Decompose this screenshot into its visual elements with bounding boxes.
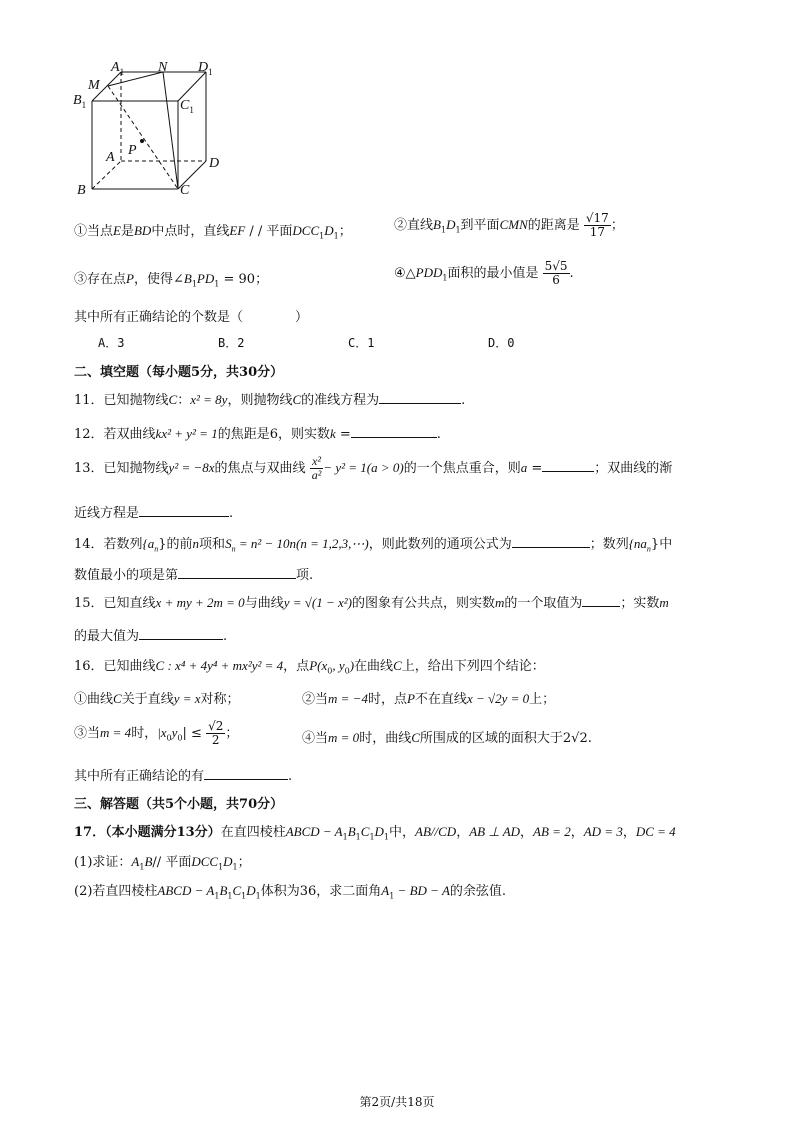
label-N: N: [158, 60, 168, 75]
q11: 11．已知抛物线C：x² = 8y，则抛物线C的准线方程为 .: [74, 392, 466, 408]
q10-statement-3: ③存在点P，使得$\angle B_1PD_1 = 90$；: [74, 271, 269, 289]
label-C: C: [180, 183, 190, 198]
section-2-heading: 二、填空题（每小题5分，共30分）: [74, 365, 284, 380]
page-footer: 第2页/共18页: [359, 1095, 435, 1109]
label-P: P: [128, 143, 137, 158]
label-A1: $A_1$: [111, 60, 125, 77]
q13-answer-blank-a: [542, 459, 594, 472]
q12: 12．若双曲线kx² + y² = 1的焦距是6，则实数k = .: [74, 426, 441, 442]
q14-answer-blank-formula: [512, 535, 590, 548]
q13-answer-blank-asymptote: [139, 504, 229, 517]
label-D: D: [209, 156, 220, 171]
q10-distance-fraction: $\frac{√17}{17}$: [585, 211, 609, 239]
q10-option-b: B．2: [218, 336, 245, 350]
q17-part-1: (1)求证：$A_1B//$ 平面$DCC_1D_1$；: [74, 854, 251, 872]
q16-statement-1: ①曲线C关于直线y = x对称；: [74, 691, 240, 707]
q10-option-c: C．1: [348, 336, 375, 350]
q15-line-1: 15．已知直线x + my + 2m = 0与曲线y = √(1 − x²)的图象有公共点，则实数m的一个取值为 ；实数m: [74, 595, 669, 611]
q15-answer-blank-max: [139, 627, 223, 640]
label-B: B: [77, 183, 86, 198]
q16-question: 其中所有正确结论的有 .: [74, 769, 293, 784]
q17-stem: 17．（本小题满分13分）在直四棱柱ABCD − $A_1B_1C_1D_1$中，AB//CD，AB ⊥ AD，AB = 2，AD = 3，DC = 4: [74, 824, 676, 842]
q13-hyperbola-fraction: $\frac{\text{x²}}{\text{a²}}$: [311, 454, 322, 482]
q15-answer-blank-value: [582, 594, 620, 607]
q10-statement-1: ①当点E是BD中点时，直线EF / / 平面$DCC_1D_1$；: [74, 223, 352, 241]
section-3-heading: 三、解答题（共5个小题，共70分）: [74, 797, 284, 812]
q16-statement-4: ④当m = 0时，曲线C所围成的区域的面积大于2√2.: [302, 730, 592, 746]
q10-option-a: A．3: [98, 336, 125, 350]
q10-statement-2: ②直线$B_1D_1$到平面CMN的距离是 $\frac{√17}{17}$ ；: [394, 211, 624, 239]
label-A: A: [106, 150, 115, 165]
q16-statement-2: ②当m = −4时，点P不在直线x − √2y = 0上；: [302, 691, 556, 707]
q10-area-fraction: $\frac{5√5}{6}$: [544, 259, 568, 287]
label-C1: $C_1$: [180, 98, 194, 115]
q13-line-1: 13．已知抛物线y² = −8x的焦点与双曲线 $\frac{\text{x²}}{\text{a²}}$ − y² = 1(a > 0)的一个焦点重合，则a = ；双曲线的渐: [74, 454, 673, 482]
label-B1: $B_1$: [73, 93, 87, 110]
q11-answer-blank: [379, 391, 461, 404]
q16-bound-fraction: $\frac{√2}{2}$: [208, 719, 224, 747]
q17-part-2: (2)若直四棱柱ABCD − $A_1B_1C_1D_1$体积为36，求二面角$A_1$ − BD − A的余弦值.: [74, 883, 507, 901]
q10-question: 其中所有正确结论的个数是（ ）: [74, 310, 309, 325]
q10-option-d: D．0: [488, 336, 515, 350]
label-M: M: [88, 78, 100, 93]
q14-line-2: 数值最小的项是第 项.: [74, 568, 314, 583]
q16-answer-blank: [204, 767, 288, 780]
q13-line-2: 近线方程是 .: [74, 506, 234, 521]
q16-stem: 16．已知曲线C : x⁴ + 4y⁴ + mx²y² = 4，点$P(x_0$, $y_0$)在曲线C上，给出下列四个结论：: [74, 658, 545, 676]
q10-statement-4: $④\triangle PDD_1$面积的最小值是 $\frac{5√5}{6}$ .: [394, 259, 574, 287]
label-D1: $D_1$: [198, 60, 213, 77]
q15-line-2: 的最大值为 .: [74, 629, 228, 644]
q14-answer-blank-term: [178, 566, 296, 579]
q16-statement-3: ③当m = 4时，$|x_0y_0|$ ≤ $\frac{√2}{2}$ ；: [74, 719, 239, 747]
q12-answer-blank: [351, 425, 437, 438]
q14-line-1: 14．若数列$\{a_n\}$的前n项和$S_n = n^2 - 10n(n$ = 1,2,3,⋯)，则此数列的通项公式为 ；数列$\{na_n\}$中: [74, 536, 673, 554]
